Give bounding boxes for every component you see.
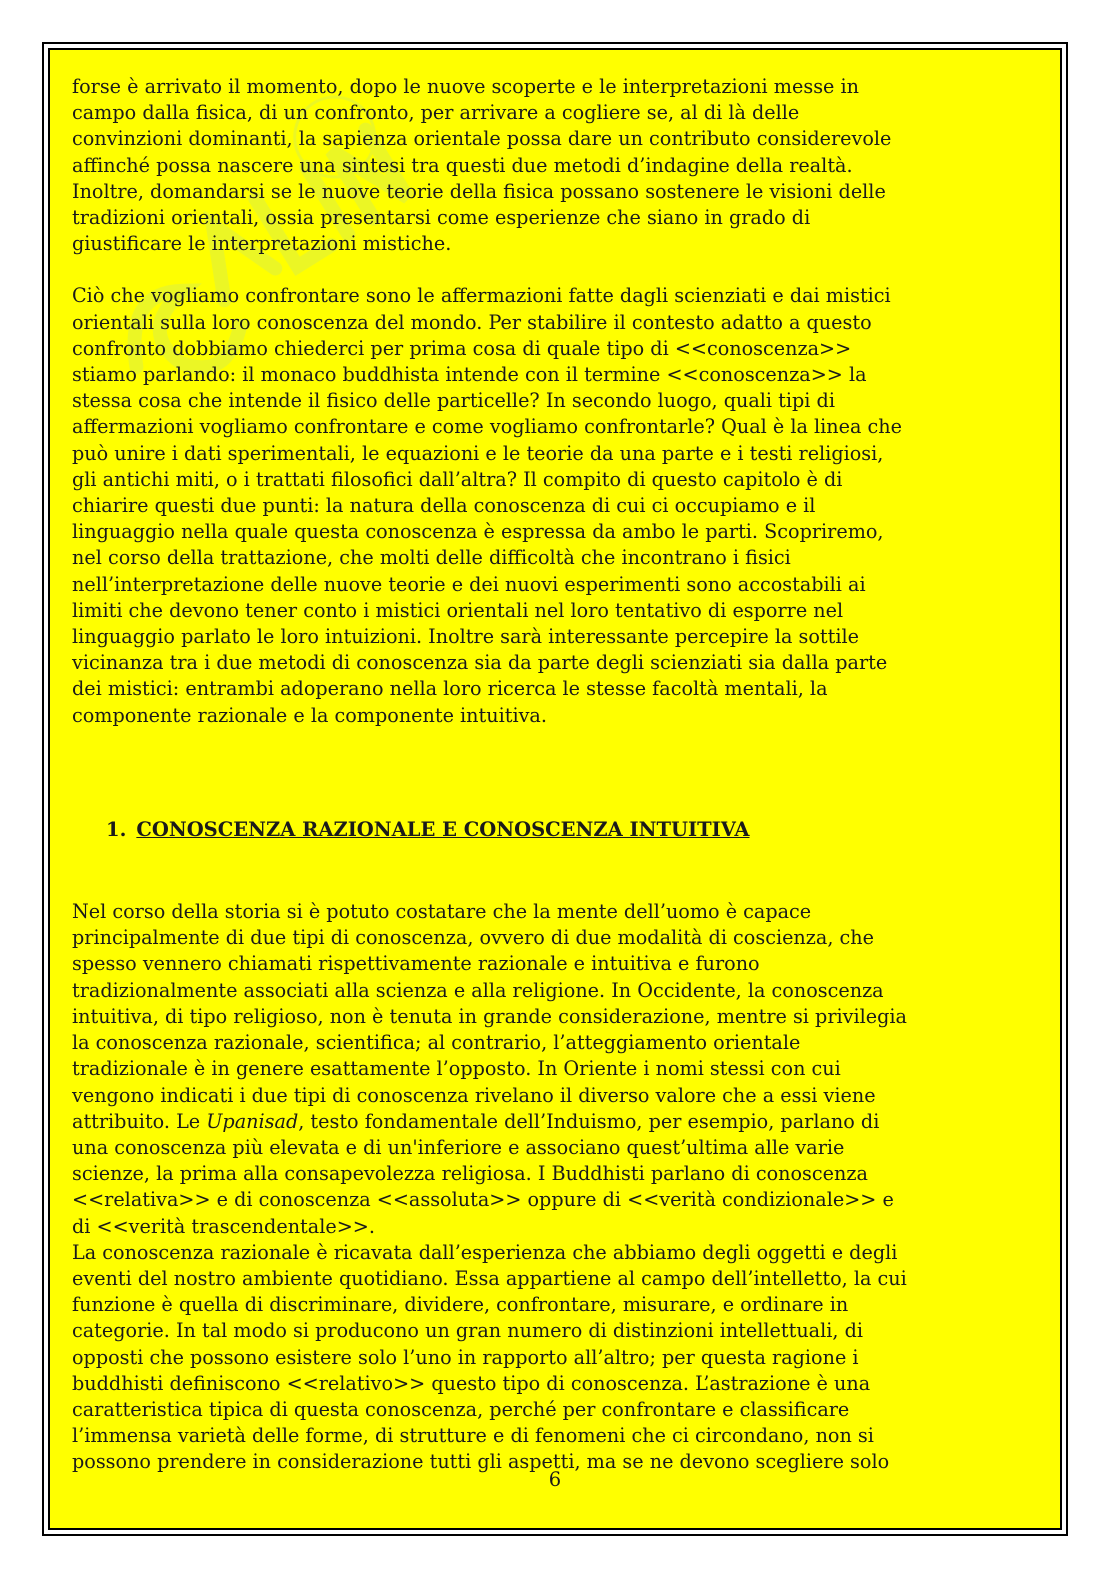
section-number: 1. (106, 817, 127, 841)
page-border-outer (42, 42, 1068, 1536)
paragraph-comparison: Ciò che vogliamo confrontare sono le affermazioni fatte dagli scienziati e dai mistici orientali sulla loro conoscenza del mondo. Per stabilire il contesto adatto a questo confronto dobbiamo chiederci per prima cosa di quale tipo di <<conoscenza>> stiamo parlando: il monaco buddhista intende con il termine <<conoscenza>> la stessa cosa che intende il fisico delle particelle? In secondo luogo, quali tipi di affermazioni vogliamo confrontare e come vogliamo confrontarle? Qual è la linea che può unire i dati sperimentali, le equazioni e le teorie da una parte e i testi religiosi, gli antichi miti, o i trattati filosofici dall’altra? Il compito di questo capitolo è di chiarire questi due punti: la natura della conoscenza di cui ci occupiamo e il linguaggio nella quale questa conoscenza è espressa da ambo le parti. Scopriremo, nel corso della trattazione, che molti delle difficoltà che incontrano i fisici nell’interpretazione delle nuove teorie e dei nuovi esperimenti sono accostabili ai limiti che devono tener conto i mistici orientali nel loro tentativo di esporre nel linguaggio parlato le loro intuizioni. Inoltre sarà interessante percepire la sottile vicinanza tra i due metodi di conoscenza sia da parte degli scienziati sia dalla parte dei mistici: entrambi adoperano nella loro ricerca le stesse facoltà mentali, la componente razionale e la componente intuitiva. (72, 284, 903, 727)
paragraph-knowledge-types-part1: Nel corso della storia si è potuto costatare che la mente dell’uomo è capace principalmente di due tipi di conoscenza, ovvero di due modalità di coscienza, che spesso vennero chiamati rispettivamente razionale e intuitiva e furono tradizionalmente associati alla scienza e alla religione. In Occidente, la conoscenza intuitiva, di tipo religioso, non è tenuta in grande considerazione, mentre si privilegia la conoscenza razionale, scientifica; al contrario, l’atteggiamento orientale tradizionale è in genere esattamente l’opposto. In Oriente i nomi stessi con cui vengono indicati i due tipi di conoscenza rivelano il diverso valore che a essi viene attribuito. Le (72, 900, 907, 1133)
paragraph-rational-knowledge: La conoscenza razionale è ricavata dall’esperienza che abbiamo degli oggetti e degli eventi del nostro ambiente quotidiano. Essa appartiene al campo dell’intelletto, la cui funzione è quella di discriminare, dividere, confrontare, misurare, e ordinare in categorie. In tal modo si producono un gran numero di distinzioni intellettuali, di opposti che possono esistere solo l’uno in rapporto all’altro; per questa ragione i buddhisti definiscono <<relativo>> questo tipo di conoscenza. L’astrazione è una caratteristica tipica di questa conoscenza, perché per confrontare e classificare l’immensa varietà delle forme, di strutture e di fenomeni che ci circondano, non si possono prendere in considerazione tutti gli aspetti, ma se ne devono scegliere solo (72, 1240, 907, 1474)
paragraph-intro-continuation: forse è arrivato il momento, dopo le nuove scoperte e le interpretazioni messe in campo dalla fisica, di un confronto, per arrivare a cogliere se, al di là delle convinzioni dominanti, la sapienza orientale possa dare un contributo considerevole affinché possa nascere una sintesi tra questi due metodi d’indagine della realtà. Inoltre, domandarsi se le nuove teorie della fisica possano sostenere le visioni delle tradizioni orientali, ossia presentarsi come esperienze che siano in grado di giustificare le interpretazioni mistiche. (72, 75, 892, 256)
paragraph-knowledge-types (72, 899, 1054, 1240)
page-panel (48, 48, 1062, 1530)
section-heading (106, 817, 1054, 843)
page-content (72, 74, 1054, 1476)
upanisad-term: Upanisad (206, 1109, 299, 1133)
page-number: 6 (548, 1468, 562, 1491)
paragraph-knowledge-types-part2: , testo fondamentale dell’Induismo, per esempio, parlano di una conoscenza più elevata e di un'inferiore e associano quest’ultima alle varie scienze, la prima alla consapevolezza religiosa. I Buddhisti parlano di conoscenza <<relativa>> e di conoscenza <<assoluta>> oppure di <<verità condizionale>> e di <<verità trascendentale>>. (72, 1109, 894, 1238)
section-title: CONOSCENZA RAZIONALE E CONOSCENZA INTUITIVA (136, 817, 750, 841)
